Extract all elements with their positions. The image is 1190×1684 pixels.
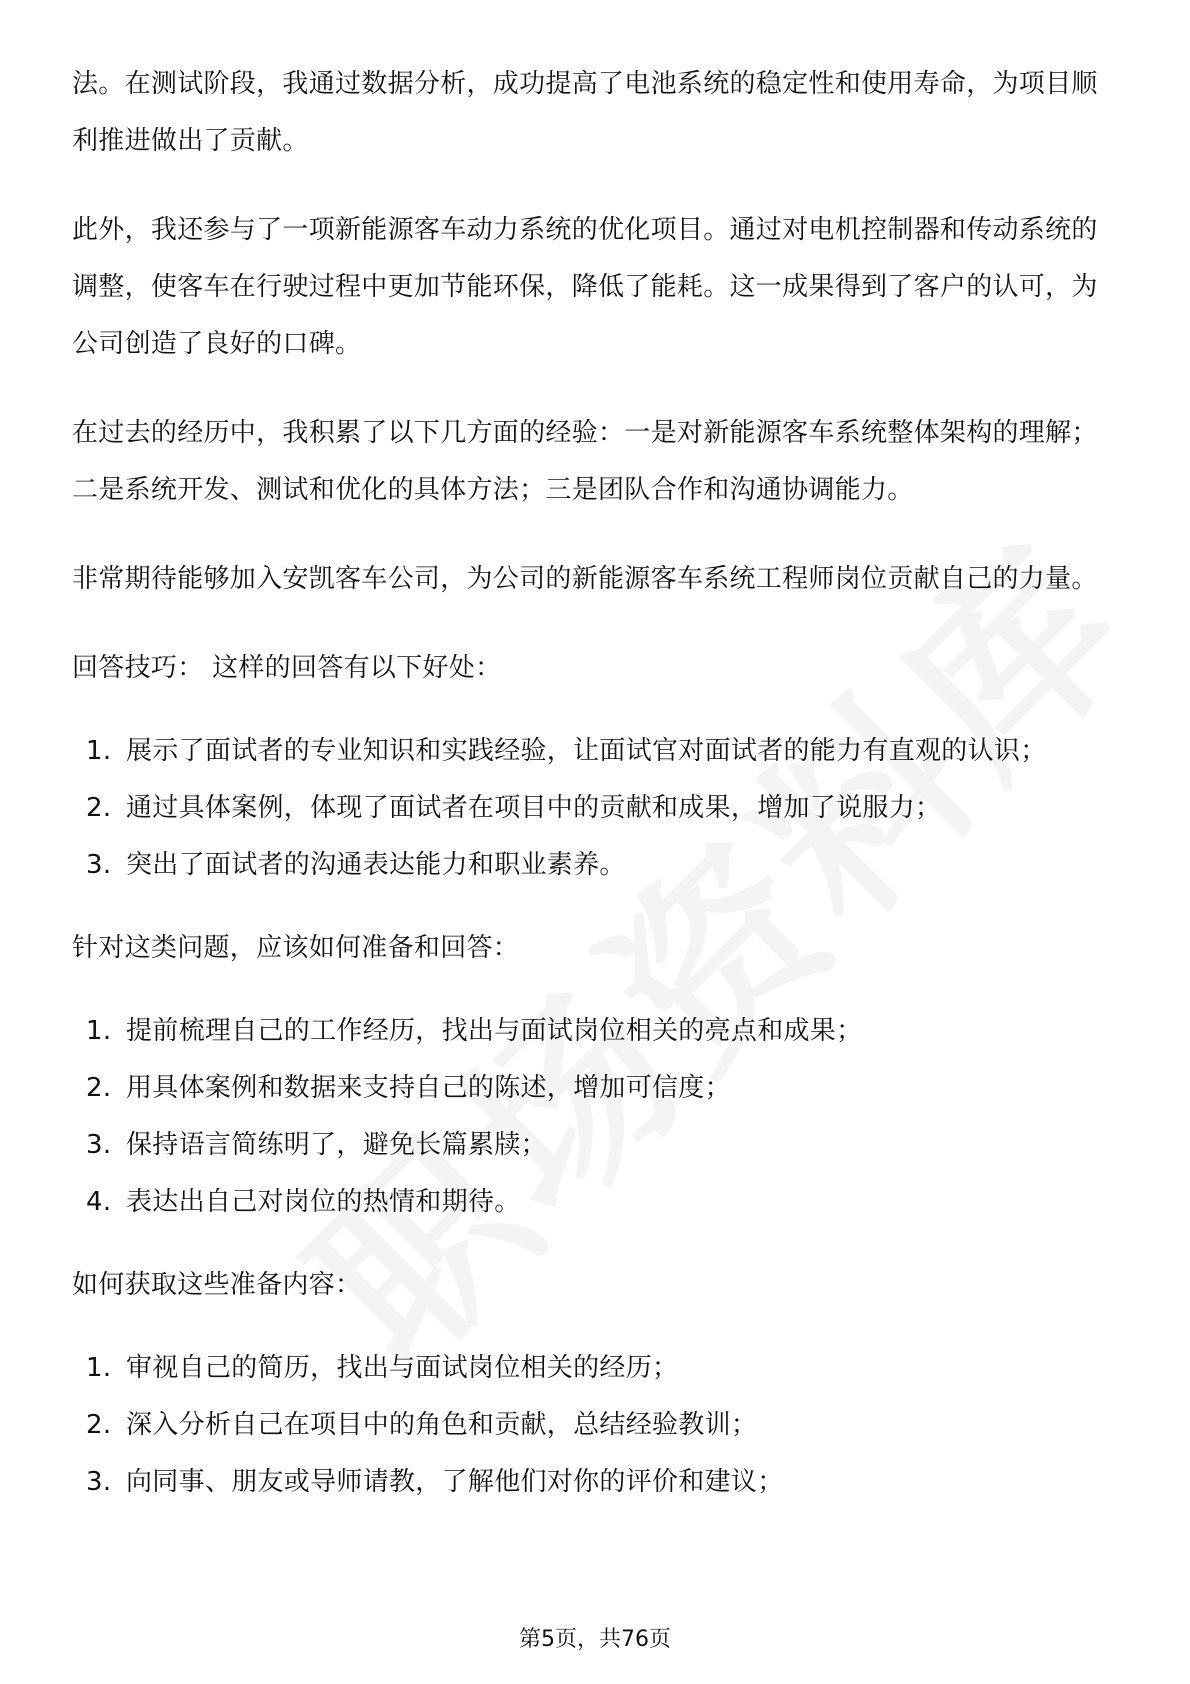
list-number: 3.: [86, 1467, 112, 1497]
list-item-text: 展示了面试者的专业知识和实践经验，让面试官对面试者的能力有直观的认识；: [126, 736, 1047, 766]
list-item: [72, 1174, 1122, 1231]
list-item-text: 向同事、朋友或导师请教，了解他们对你的评价和建议；: [126, 1467, 784, 1497]
list-item: [72, 1003, 1122, 1060]
document-body: [72, 56, 1122, 1537]
list-number: 3.: [86, 850, 112, 880]
section-heading-answer-tips: 回答技巧： 这样的回答有以下好处：: [72, 653, 502, 683]
paragraph-closing-statement: 非常期待能够加入安凯客车公司，为公司的新能源客车系统工程师岗位贡献自己的力量。: [72, 564, 1098, 594]
paragraph-testing-contribution: 法。在测试阶段，我通过数据分析，成功提高了电池系统的稳定性和使用寿命，为项目顺利推进做出了贡献。: [72, 69, 1098, 156]
list-item-text: 突出了面试者的沟通表达能力和职业素养。: [126, 850, 626, 880]
paragraph-experience-summary: 在过去的经历中，我积累了以下几方面的经验：一是对新能源客车系统整体架构的理解；二是系统开发、测试和优化的具体方法；三是团队合作和沟通协调能力。: [72, 418, 1098, 505]
list-number: 3.: [86, 1130, 112, 1160]
list-item: [72, 1117, 1122, 1174]
section-heading-obtain-content: 如何获取这些准备内容：: [72, 1270, 362, 1300]
answer-tips-list: [72, 723, 1122, 894]
page-footer: 第5页，共76页: [519, 1627, 671, 1652]
list-number: 1.: [86, 1016, 112, 1046]
list-item: [72, 780, 1122, 837]
list-number: 2.: [86, 1073, 112, 1103]
list-item-text: 保持语言简练明了，避免长篇累牍；: [126, 1130, 547, 1160]
list-number: 2.: [86, 1410, 112, 1440]
list-item: [72, 1340, 1122, 1397]
list-item: [72, 837, 1122, 894]
section-heading-how-to-prepare: 针对这类问题，应该如何准备和回答：: [72, 933, 520, 963]
list-item-text: 审视自己的简历，找出与面试岗位相关的经历；: [126, 1353, 679, 1383]
preparation-list: [72, 1003, 1122, 1231]
list-item: [72, 723, 1122, 780]
paragraph-powertrain-project: 此外，我还参与了一项新能源客车动力系统的优化项目。通过对电机控制器和传动系统的调整，使客车在行驶过程中更加节能环保，降低了能耗。这一成果得到了客户的认可，为公司创造了良好的口碑。: [72, 215, 1098, 359]
list-item-text: 用具体案例和数据来支持自己的陈述，增加可信度；: [126, 1073, 731, 1103]
list-item-text: 提前梳理自己的工作经历，找出与面试岗位相关的亮点和成果；: [126, 1016, 863, 1046]
list-number: 2.: [86, 793, 112, 823]
list-item: [72, 1060, 1122, 1117]
list-number: 1.: [86, 1353, 112, 1383]
list-item-text: 通过具体案例，体现了面试者在项目中的贡献和成果，增加了说服力；: [126, 793, 942, 823]
list-number: 4.: [86, 1187, 112, 1217]
list-number: 1.: [86, 736, 112, 766]
list-item-text: 表达出自己对岗位的热情和期待。: [126, 1187, 521, 1217]
list-item: [72, 1397, 1122, 1454]
obtain-content-list: [72, 1340, 1122, 1511]
list-item: [72, 1454, 1122, 1511]
list-item-text: 深入分析自己在项目中的角色和贡献，总结经验教训；: [126, 1410, 758, 1440]
